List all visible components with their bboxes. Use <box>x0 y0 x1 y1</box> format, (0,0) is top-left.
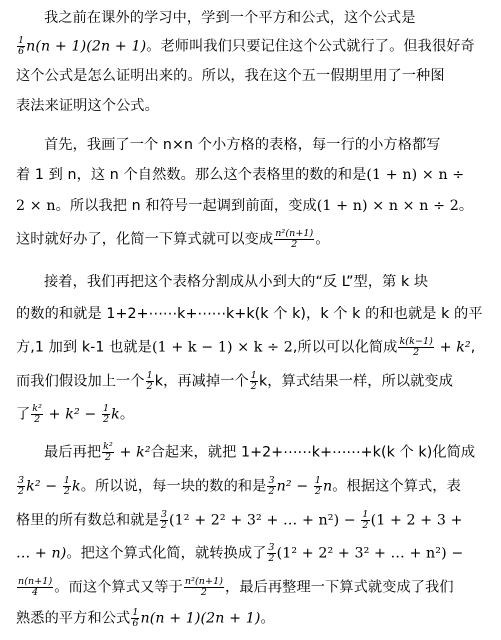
fraction <box>17 36 25 57</box>
math-expression: (1 + k − 1) × k ÷ 2 <box>151 339 293 356</box>
fraction-denominator: 2 <box>34 414 41 425</box>
paragraph-1-line-1 <box>44 8 486 28</box>
fraction-denominator: 6 <box>132 618 139 629</box>
text-run: 。而这个算式又等于 <box>54 579 183 596</box>
fraction-numerator: k(k−1) <box>399 336 433 347</box>
text-run: 。所以我把 n 和符号一起调到前面，变成 <box>55 198 317 214</box>
math-expression: k <box>111 406 120 423</box>
text-run: 。老师叫我们只要记住这个公式就行了。但我很好奇 <box>146 38 475 55</box>
fraction-denominator: 2 <box>102 414 110 425</box>
fraction <box>131 608 139 629</box>
text-run: k，算式结果一样，所以就变成 <box>258 373 454 390</box>
fraction <box>314 476 322 497</box>
math-expression: + k² − <box>44 406 101 423</box>
fraction <box>17 577 53 598</box>
fraction <box>361 510 369 531</box>
fraction <box>250 371 258 392</box>
text-run: 。 <box>260 610 275 627</box>
fraction <box>102 404 110 425</box>
fraction <box>267 476 275 497</box>
text-run: 这个公式是怎么证明出来的。所以，我在这个五一假期里用了一种图 <box>16 68 445 84</box>
fraction-denominator: 2 <box>291 239 298 250</box>
paragraph-4-line-3 <box>16 510 486 531</box>
fraction-denominator: 2 <box>104 452 112 463</box>
fraction-numerator: n²(n+1) <box>184 576 224 587</box>
text-run: 。把这个算式化简，就转换成了 <box>66 545 267 562</box>
fraction-numerator: 1 <box>250 370 257 381</box>
fraction-denominator: 2 <box>268 553 275 564</box>
text-run: 。 <box>315 231 330 248</box>
paragraph-2-line-3 <box>16 196 486 216</box>
math-expression: k² − <box>26 478 62 495</box>
text-run: 表法来证明这个公式。 <box>16 98 159 114</box>
text-run: 。所以说，每一块的数的和是 <box>80 478 267 495</box>
math-expression: (1² + 2² + 3² + … + n²) − <box>169 512 361 529</box>
text-run: 合起来，就把 1+2+⋯⋯k+⋯⋯+k(k 个 k)化简成 <box>150 444 476 461</box>
text-run: 的数的和就是 1+2+⋯⋯k+⋯⋯k+k(k 个 k)，k 个 k 的和也就是 k 的平 <box>16 306 483 322</box>
text-run: ,所以可以化简成 <box>292 339 398 356</box>
text-run: 这时就好办了，化简一下算式就可以变成 <box>16 231 274 248</box>
text-run: 最后再把 <box>44 444 102 461</box>
fraction-denominator: 2 <box>413 347 420 358</box>
paragraph-3-line-4 <box>16 371 486 392</box>
fraction <box>274 229 314 250</box>
fraction-numerator: 1 <box>63 475 71 486</box>
fraction-denominator: 2 <box>362 520 369 531</box>
paragraph-1-line-4 <box>16 96 486 116</box>
math-expression: (1 + n) × n × n ÷ 2 <box>316 198 459 214</box>
paragraph-2-line-2 <box>16 165 486 185</box>
fraction <box>267 543 275 564</box>
fraction-numerator: 3 <box>18 475 25 486</box>
fraction-numerator: 3 <box>160 509 168 520</box>
fraction-numerator: 3 <box>268 475 275 486</box>
text-run: 了 <box>16 406 31 423</box>
text-run: 方,1 加到 k-1 也就是 <box>16 339 152 356</box>
math-expression: n(n + 1)(2n + 1) <box>26 38 147 55</box>
paragraph-3-line-5 <box>16 404 486 425</box>
fraction <box>63 476 71 497</box>
fraction-numerator: 1 <box>102 403 110 414</box>
fraction-numerator: 1 <box>132 607 139 618</box>
paragraph-4-line-1 <box>44 442 486 463</box>
fraction-numerator: 1 <box>314 475 322 486</box>
math-expression: n² − <box>276 478 313 495</box>
fraction-numerator: 1 <box>362 509 369 520</box>
text-run: k，再减掉一个 <box>154 373 249 390</box>
paragraph-4-line-6 <box>16 608 486 629</box>
fraction <box>31 404 43 425</box>
math-expression: … + n) <box>16 545 67 562</box>
fraction-denominator: 2 <box>200 587 208 598</box>
math-expression: n <box>323 478 333 495</box>
fraction-numerator: n(n+1) <box>18 576 53 587</box>
fraction-denominator: 2 <box>250 381 257 392</box>
paragraph-4-line-5 <box>16 577 486 598</box>
math-expression: (1 + n) × n ÷ <box>366 167 465 183</box>
fraction-denominator: 2 <box>18 486 25 497</box>
fraction-denominator: 2 <box>63 486 71 497</box>
math-expression: k <box>72 478 81 495</box>
text-run: 我之前在课外的学习中，学到一个平方和公式，这个公式是 <box>44 10 416 26</box>
math-expression: + k² <box>434 339 471 356</box>
text-run: , <box>470 339 476 356</box>
fraction-numerator: 1 <box>146 370 153 381</box>
fraction <box>184 577 224 598</box>
text-run: 熟悉的平方和公式 <box>16 610 131 627</box>
math-expression: n(n + 1)(2n + 1) <box>140 610 261 627</box>
paragraph-2-line-1 <box>44 135 486 155</box>
text-run: 格里的所有数总和就是 <box>16 512 159 529</box>
math-expression: (1² + 2² + 3² + … + n²) − <box>276 545 464 562</box>
fraction-denominator: 2 <box>160 520 168 531</box>
text-run: 。 <box>458 198 474 214</box>
paragraph-1-line-2 <box>16 36 486 57</box>
fraction <box>398 337 434 358</box>
text-run: 。根据这个算式，表 <box>332 478 461 495</box>
paragraph-2-line-4 <box>16 229 486 250</box>
fraction-numerator: 3 <box>268 542 275 553</box>
fraction-numerator: 1 <box>18 35 25 46</box>
paragraph-3-line-2 <box>16 304 486 324</box>
math-expression: (1 + 2 + 3 + <box>370 512 463 529</box>
fraction <box>17 476 25 497</box>
paragraph-4-line-2 <box>16 476 486 497</box>
fraction-numerator: n²(n+1) <box>275 228 314 239</box>
fraction-denominator: 4 <box>32 587 39 598</box>
text-run: 着 1 到 n，这 n 个自然数。那么这个表格里的数的和是 <box>16 167 367 183</box>
fraction-denominator: 6 <box>18 46 25 57</box>
paragraph-3-line-1 <box>44 272 486 292</box>
text-run: 接着，我们再把这个表格分割成从小到大的“反 L”型，第 k 块 <box>44 274 429 290</box>
fraction <box>160 510 168 531</box>
math-expression: + k² <box>114 444 151 461</box>
text-run: 。 <box>119 406 135 423</box>
paragraph-4-line-4 <box>16 543 486 564</box>
paragraph-3-line-3 <box>16 337 486 358</box>
fraction-denominator: 2 <box>314 486 322 497</box>
fraction-denominator: 2 <box>268 486 275 497</box>
paragraph-1-line-3 <box>16 66 486 86</box>
fraction <box>146 371 154 392</box>
text-run: 首先，我画了一个 n×n 个小方格的表格，每一行的小方格都写 <box>44 137 441 153</box>
text-run: 而我们假设加上一个 <box>16 373 145 390</box>
math-expression: 2 × n <box>16 198 56 214</box>
fraction-numerator: k² <box>103 441 113 452</box>
fraction <box>102 442 114 463</box>
fraction-denominator: 2 <box>146 381 153 392</box>
text-run: ，最后再整理一下算式就变成了我们 <box>225 579 454 596</box>
fraction-numerator: k² <box>32 403 43 414</box>
